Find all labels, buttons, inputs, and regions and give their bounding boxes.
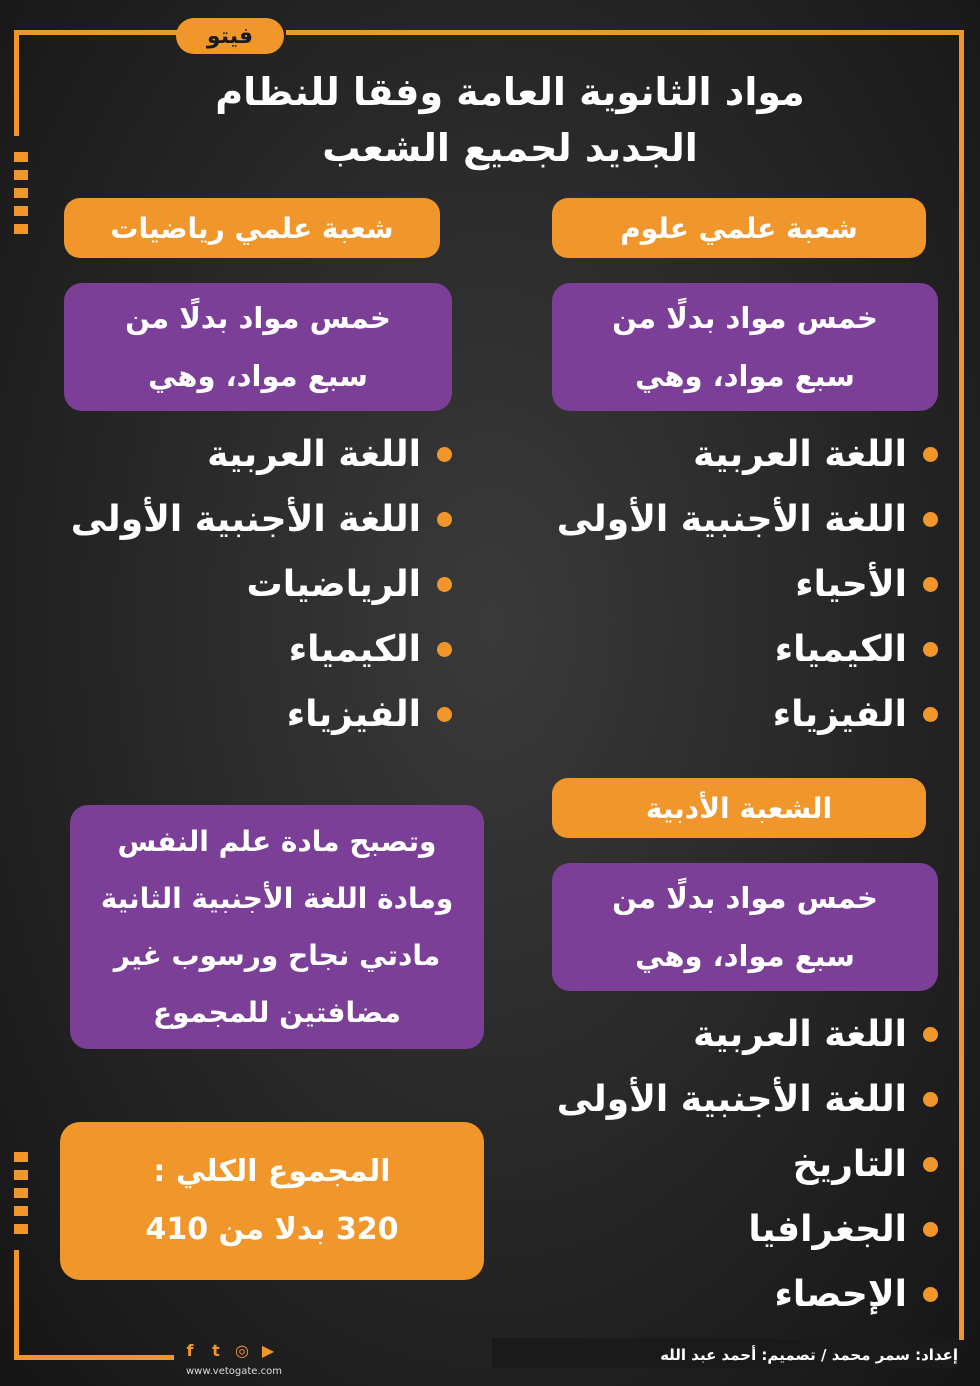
list-item: الأحياء xyxy=(557,552,938,617)
literary-intro-box xyxy=(552,863,938,991)
total-value: 320 بدلا من 410 xyxy=(145,1212,399,1247)
website-link[interactable]: www.vetogate.com xyxy=(186,1366,282,1377)
math-intro-line2: سبع مواد، وهي xyxy=(148,359,368,393)
social-icons xyxy=(180,1340,278,1360)
list-item: الكيمياء xyxy=(71,617,452,682)
science-intro-line2: سبع مواد، وهي xyxy=(635,359,855,393)
science-intro-line1: خمس مواد بدلًا من xyxy=(612,301,878,335)
list-item: اللغة الأجنبية الأولى xyxy=(557,487,938,552)
literary-section-label: الشعبة الأدبية xyxy=(552,778,926,838)
science-subject-list xyxy=(557,422,938,747)
decor-dashes-bottom xyxy=(14,1152,28,1242)
bullet-icon xyxy=(923,1157,938,1172)
youtube-icon[interactable]: ▶ xyxy=(261,1340,275,1360)
bullet-icon xyxy=(437,577,452,592)
frame-right xyxy=(959,30,964,1340)
math-intro-line1: خمس مواد بدلًا من xyxy=(125,301,391,335)
list-item: الرياضيات xyxy=(71,552,452,617)
note-line: وتصبح مادة علم النفس xyxy=(117,825,437,858)
math-subject-list xyxy=(71,422,452,747)
list-item: اللغة الأجنبية الأولى xyxy=(557,1067,938,1132)
bullet-icon xyxy=(923,642,938,657)
bullet-icon xyxy=(437,512,452,527)
bullet-icon xyxy=(923,1287,938,1302)
bullet-icon xyxy=(923,707,938,722)
page-title-line1: مواد الثانوية العامة وفقا للنظام xyxy=(215,70,805,114)
frame-left-top xyxy=(14,30,19,136)
list-item: اللغة العربية xyxy=(71,422,452,487)
frame-left-bottom xyxy=(14,1250,19,1360)
note-line: مادتي نجاح ورسوب غير xyxy=(113,939,441,972)
bullet-icon xyxy=(923,512,938,527)
bullet-icon xyxy=(437,707,452,722)
list-item: اللغة العربية xyxy=(557,422,938,487)
list-item: التاريخ xyxy=(557,1132,938,1197)
list-item: الفيزياء xyxy=(557,682,938,747)
decor-dashes-top xyxy=(14,152,28,242)
bullet-icon xyxy=(437,642,452,657)
vetogate-logo: فيتو xyxy=(176,18,284,54)
literary-intro-line2: سبع مواد، وهي xyxy=(635,939,855,973)
bullet-icon xyxy=(437,447,452,462)
science-section-label: شعبة علمي علوم xyxy=(552,198,926,258)
twitter-icon[interactable]: t xyxy=(212,1340,220,1360)
bullet-icon xyxy=(923,447,938,462)
total-label: المجموع الكلي : xyxy=(153,1154,391,1189)
list-item: الجغرافيا xyxy=(557,1197,938,1262)
frame-bottom xyxy=(14,1355,174,1360)
page-title-line2: الجديد لجميع الشعب xyxy=(322,126,698,170)
frame-top-left xyxy=(14,30,178,35)
instagram-icon[interactable]: ◎ xyxy=(235,1340,249,1360)
bullet-icon xyxy=(923,1092,938,1107)
note-box xyxy=(70,805,484,1049)
list-item: الكيمياء xyxy=(557,617,938,682)
list-item: الفيزياء xyxy=(71,682,452,747)
list-item: الإحصاء xyxy=(557,1262,938,1327)
list-item: اللغة الأجنبية الأولى xyxy=(71,487,452,552)
note-line: ومادة اللغة الأجنبية الثانية xyxy=(100,882,454,915)
literary-subject-list xyxy=(557,1002,938,1327)
credits-text: إعداد: سمر محمد / تصميم: أحمد عبد الله xyxy=(660,1346,958,1364)
math-intro-box xyxy=(64,283,452,411)
frame-top-right xyxy=(286,30,964,35)
bullet-icon xyxy=(923,1222,938,1237)
bullet-icon xyxy=(923,577,938,592)
bullet-icon xyxy=(923,1027,938,1042)
literary-intro-line1: خمس مواد بدلًا من xyxy=(612,881,878,915)
note-line: مضافتين للمجموع xyxy=(153,996,401,1029)
list-item: اللغة العربية xyxy=(557,1002,938,1067)
math-section-label: شعبة علمي رياضيات xyxy=(64,198,440,258)
facebook-icon[interactable]: f xyxy=(186,1340,194,1360)
total-box xyxy=(60,1122,484,1280)
science-intro-box xyxy=(552,283,938,411)
